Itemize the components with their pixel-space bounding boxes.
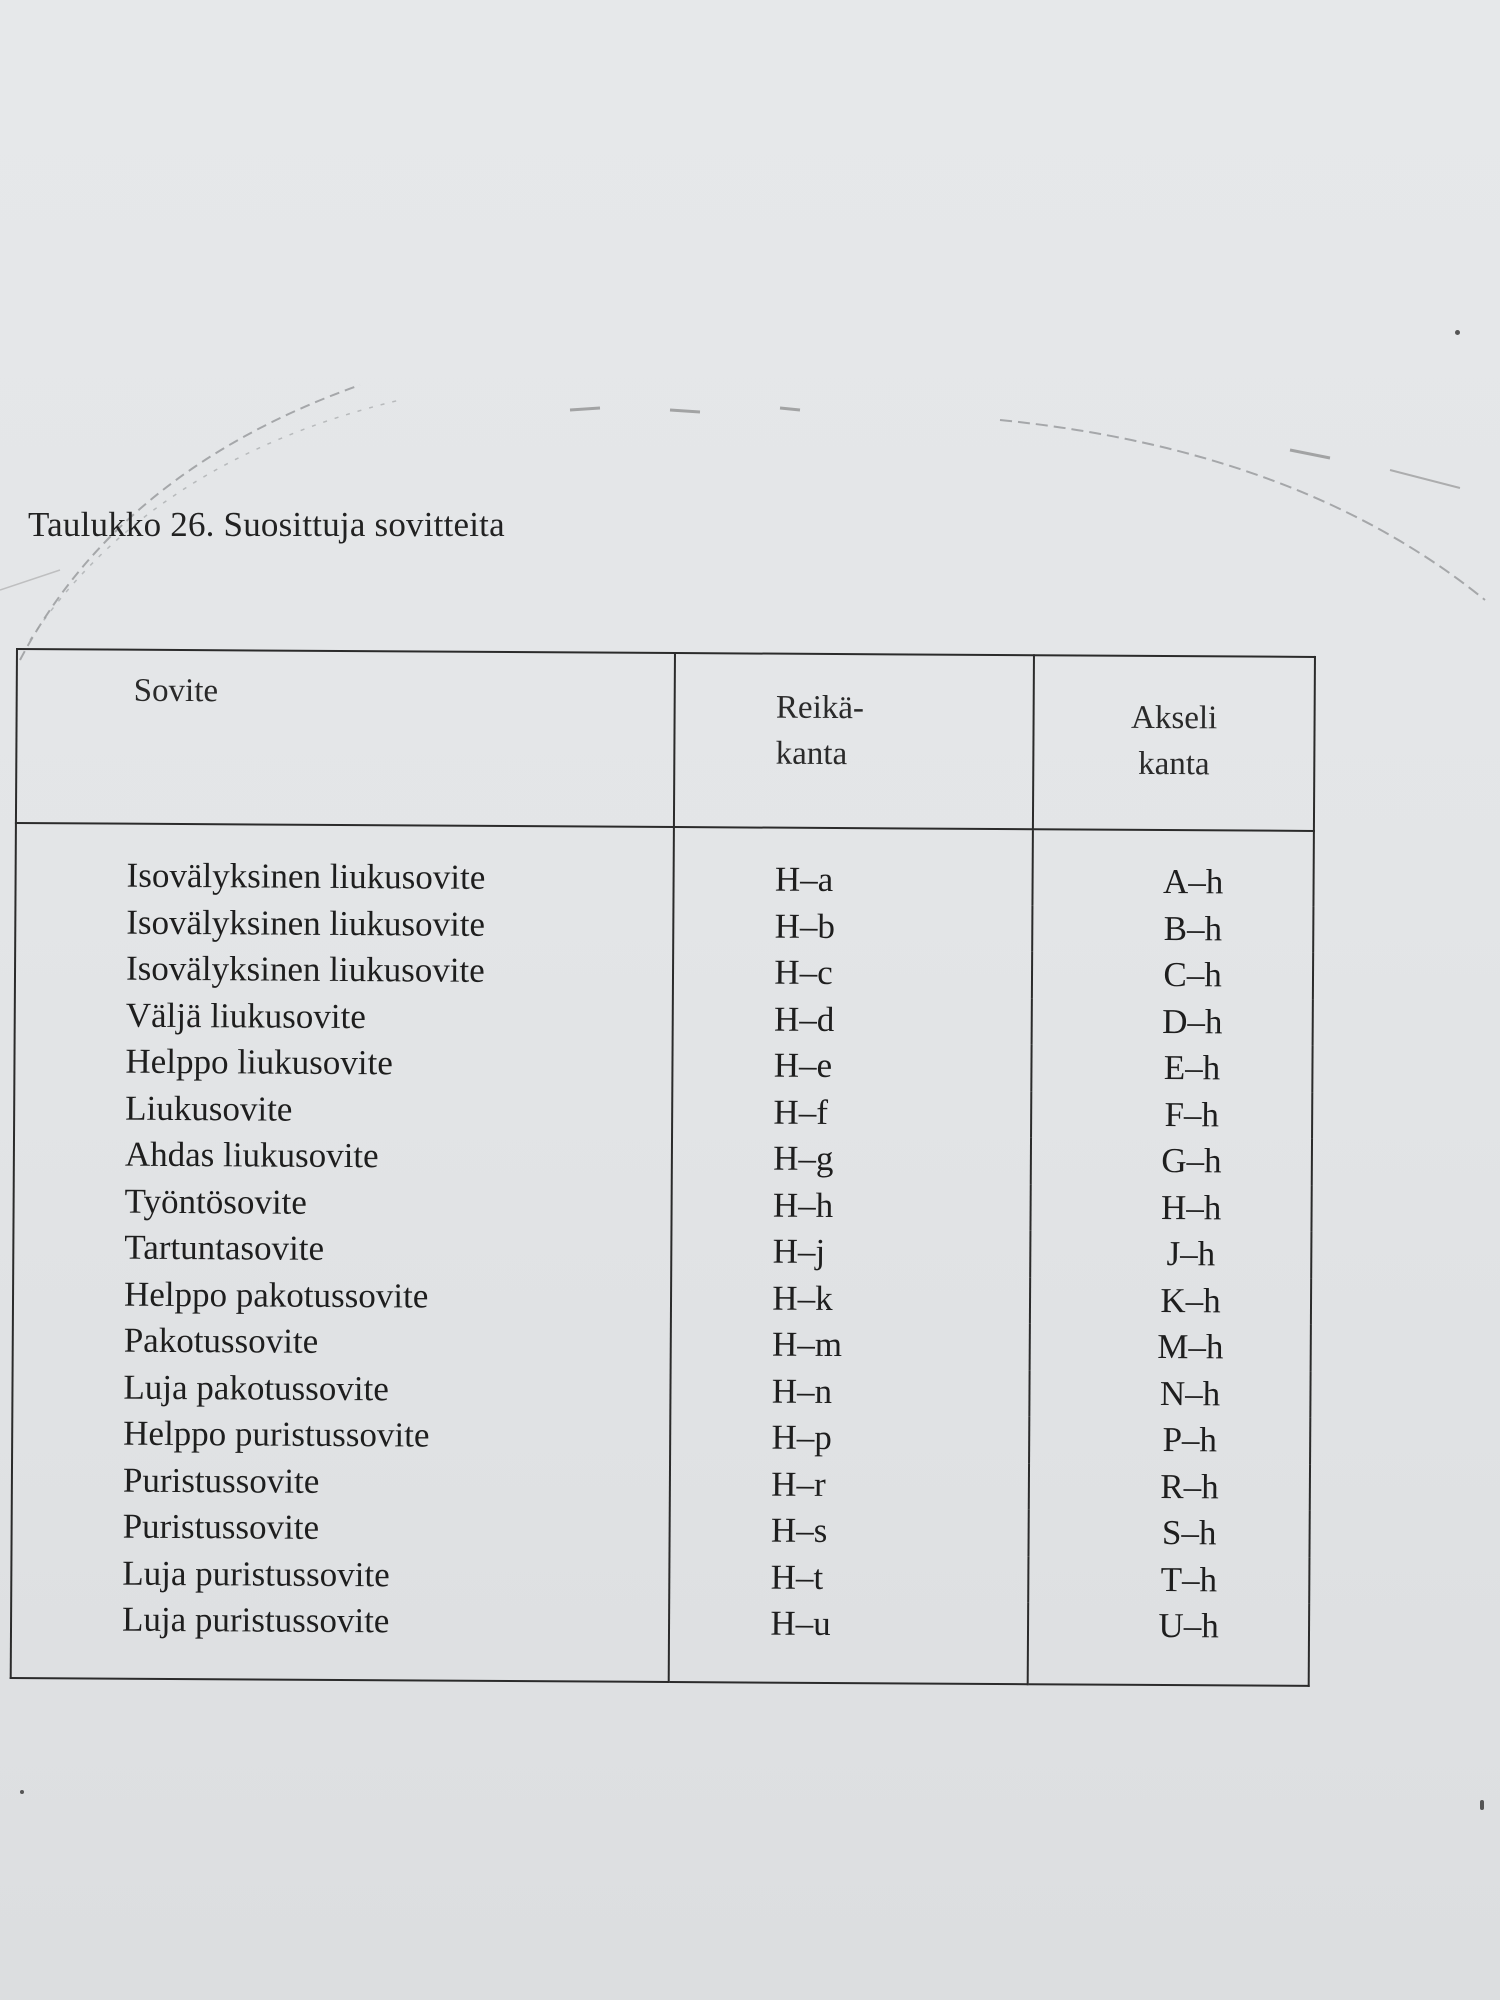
shaft-basis-cell: E–h xyxy=(1031,1044,1312,1092)
table-row xyxy=(11,1503,1309,1557)
table-row xyxy=(15,899,1313,953)
fit-cell: Pakotussovite xyxy=(13,1317,672,1368)
fit-cell: Väljä liukusovite xyxy=(15,991,674,1042)
table-row xyxy=(13,1270,1311,1324)
fit-cell: Puristussovite xyxy=(12,1456,671,1507)
shaft-basis-cell: A–h xyxy=(1033,829,1314,906)
table-row xyxy=(11,1596,1309,1685)
fit-cell: Isovälyksinen liukusovite xyxy=(15,945,674,996)
table-row xyxy=(12,1456,1310,1510)
hole-basis-cell: H–m xyxy=(671,1321,1030,1370)
header-fit xyxy=(16,649,675,827)
shaft-basis-cell: U–h xyxy=(1028,1602,1309,1685)
fit-cell: Isovälyksinen liukusovite xyxy=(15,899,674,950)
table-row xyxy=(14,1038,1312,1092)
shaft-basis-cell: N–h xyxy=(1029,1370,1310,1418)
hole-basis-cell: H–j xyxy=(672,1228,1031,1277)
table-row xyxy=(14,1131,1312,1185)
fit-cell: Helppo pakotussovite xyxy=(13,1270,672,1321)
hole-basis-cell: H–t xyxy=(670,1554,1029,1603)
table-row xyxy=(15,823,1313,906)
shaft-basis-cell: S–h xyxy=(1029,1509,1310,1557)
shaft-basis-cell: T–h xyxy=(1028,1556,1309,1604)
header-fit-label: Sovite xyxy=(133,672,219,710)
table-row xyxy=(14,1084,1312,1138)
hole-basis-cell: H–k xyxy=(671,1275,1030,1324)
table-body xyxy=(11,823,1314,1685)
fit-cell: Puristussovite xyxy=(11,1503,670,1554)
shaft-basis-cell: K–h xyxy=(1030,1277,1311,1325)
header-shaft-line1: Akseli xyxy=(1130,699,1218,737)
shaft-basis-cell: B–h xyxy=(1032,905,1313,953)
hole-basis-cell: H–a xyxy=(674,827,1033,905)
header-hole-basis xyxy=(674,653,1034,829)
shaft-basis-cell: P–h xyxy=(1029,1416,1310,1464)
fit-cell: Luja puristussovite xyxy=(11,1596,670,1682)
hole-basis-cell: H–f xyxy=(672,1089,1031,1138)
shaft-basis-cell: M–h xyxy=(1030,1323,1311,1371)
table-row xyxy=(12,1410,1310,1464)
table-row xyxy=(11,1549,1309,1603)
hole-basis-cell: H–s xyxy=(670,1507,1029,1556)
table-row xyxy=(13,1177,1311,1231)
fit-cell: Helppo liukusovite xyxy=(14,1038,673,1089)
hole-basis-cell: H–u xyxy=(669,1600,1028,1684)
shaft-basis-cell: R–h xyxy=(1029,1463,1310,1511)
hole-basis-cell: H–g xyxy=(672,1135,1031,1184)
table-caption: Taulukko 26. Suosittuja sovitteita xyxy=(28,505,505,544)
shaft-basis-cell: C–h xyxy=(1032,951,1313,999)
hole-basis-cell: H–e xyxy=(673,1042,1032,1091)
table-row xyxy=(15,945,1313,999)
table-row xyxy=(15,991,1313,1045)
table-header-row xyxy=(16,649,1315,831)
table-row xyxy=(12,1363,1310,1417)
fit-cell: Luja puristussovite xyxy=(11,1549,670,1600)
hole-basis-cell: H–h xyxy=(672,1182,1031,1231)
hole-basis-cell: H–r xyxy=(670,1461,1029,1510)
hole-basis-cell: H–n xyxy=(671,1368,1030,1417)
hole-basis-cell: H–p xyxy=(670,1414,1029,1463)
shaft-basis-cell: J–h xyxy=(1030,1230,1311,1278)
fit-cell: Isovälyksinen liukusovite xyxy=(15,823,674,903)
shaft-basis-cell: H–h xyxy=(1031,1184,1312,1232)
pencil-arc-mark xyxy=(0,0,1500,700)
paper-speck xyxy=(1480,1800,1484,1810)
header-hole-line2: kanta xyxy=(775,735,848,773)
shaft-basis-cell: D–h xyxy=(1032,998,1313,1046)
table-row xyxy=(13,1224,1311,1278)
fit-cell: Helppo puristussovite xyxy=(12,1410,671,1461)
hole-basis-cell: H–c xyxy=(673,949,1032,998)
hole-basis-cell: H–d xyxy=(673,996,1032,1045)
shaft-basis-cell: G–h xyxy=(1031,1137,1312,1185)
fit-cell: Työntösovite xyxy=(13,1177,672,1228)
header-shaft-line2: kanta xyxy=(1138,745,1210,783)
fit-cell: Ahdas liukusovite xyxy=(14,1131,673,1182)
paper-speck xyxy=(1455,330,1460,335)
recommended-fits-table xyxy=(10,648,1316,1686)
table-row xyxy=(13,1317,1311,1371)
header-shaft-basis xyxy=(1033,655,1315,831)
paper-speck xyxy=(20,1790,24,1794)
shaft-basis-cell: F–h xyxy=(1031,1091,1312,1139)
fit-cell: Luja pakotussovite xyxy=(12,1363,671,1414)
fit-cell: Liukusovite xyxy=(14,1084,673,1135)
hole-basis-cell: H–b xyxy=(674,903,1033,952)
header-hole-line1: Reikä- xyxy=(775,689,865,727)
fit-cell: Tartuntasovite xyxy=(13,1224,672,1275)
